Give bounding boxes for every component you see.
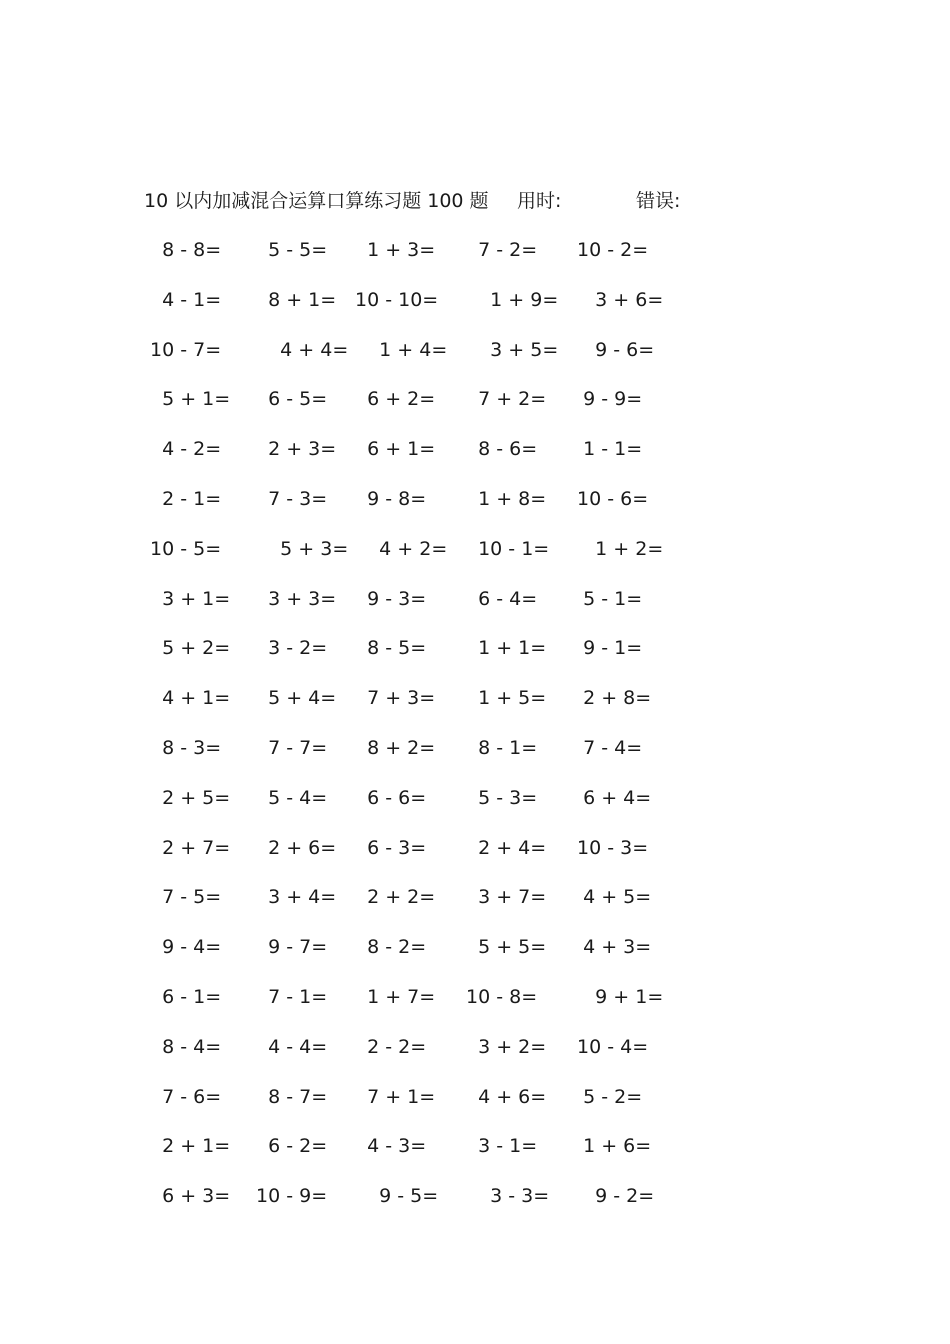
arithmetic-problem: 9 - 5= <box>355 1185 439 1208</box>
arithmetic-problem: 1 + 2= <box>571 537 664 560</box>
arithmetic-problem: 1 + 5= <box>466 687 547 710</box>
arithmetic-problem: 7 - 5= <box>150 886 222 909</box>
problem-row <box>0 583 950 633</box>
arithmetic-problem: 3 - 2= <box>256 637 328 660</box>
problem-row <box>0 732 950 782</box>
arithmetic-problem: 5 + 2= <box>150 637 231 660</box>
arithmetic-problem: 7 - 3= <box>256 487 328 510</box>
arithmetic-problem: 7 - 1= <box>256 985 328 1008</box>
arithmetic-problem: 9 - 8= <box>355 487 427 510</box>
arithmetic-problem: 6 - 1= <box>150 985 222 1008</box>
arithmetic-problem: 3 + 3= <box>256 587 337 610</box>
arithmetic-problem: 8 - 4= <box>150 1035 222 1058</box>
arithmetic-problem: 8 - 2= <box>355 936 427 959</box>
arithmetic-problem: 7 + 3= <box>355 687 436 710</box>
arithmetic-problem: 7 + 2= <box>466 388 547 411</box>
problem-row <box>0 931 950 981</box>
arithmetic-problem: 9 - 1= <box>571 637 643 660</box>
arithmetic-problem: 9 + 1= <box>571 985 664 1008</box>
arithmetic-problem: 1 + 3= <box>355 239 436 261</box>
arithmetic-problem: 6 - 2= <box>256 1135 328 1158</box>
arithmetic-problem: 4 - 2= <box>150 438 222 461</box>
arithmetic-problem: 6 - 3= <box>355 836 427 859</box>
arithmetic-problem: 8 - 3= <box>150 736 222 759</box>
arithmetic-problem: 10 - 1= <box>466 537 550 560</box>
arithmetic-problem: 9 - 6= <box>571 338 655 361</box>
arithmetic-problem: 6 - 4= <box>466 587 538 610</box>
problem-row <box>0 284 950 334</box>
arithmetic-problem: 9 - 9= <box>571 388 643 411</box>
problem-row <box>0 782 950 832</box>
worksheet-title: 10 以内加减混合运算口算练习题 100 题 <box>144 190 489 212</box>
arithmetic-problem: 2 + 5= <box>150 786 231 809</box>
arithmetic-problem: 4 + 2= <box>355 537 448 560</box>
arithmetic-problem: 3 + 7= <box>466 886 547 909</box>
arithmetic-problem: 7 - 4= <box>571 736 643 759</box>
arithmetic-problem: 2 + 4= <box>466 836 547 859</box>
arithmetic-problem: 5 + 5= <box>466 936 547 959</box>
arithmetic-problem: 5 + 3= <box>256 537 349 560</box>
arithmetic-problem: 8 - 5= <box>355 637 427 660</box>
arithmetic-problem: 8 - 7= <box>256 1085 328 1108</box>
problem-row <box>0 682 950 732</box>
arithmetic-problem: 6 - 5= <box>256 388 328 411</box>
arithmetic-problem: 8 - 8= <box>150 239 222 261</box>
arithmetic-problem: 2 + 2= <box>355 886 436 909</box>
arithmetic-problem: 2 + 3= <box>256 438 337 461</box>
arithmetic-problem: 8 - 6= <box>466 438 538 461</box>
problem-row <box>0 483 950 533</box>
problem-row <box>0 632 950 682</box>
problem-row <box>0 1180 950 1230</box>
time-taken-label: 用时: <box>517 190 562 212</box>
arithmetic-problem: 5 - 1= <box>571 587 643 610</box>
arithmetic-problem: 9 - 4= <box>150 936 222 959</box>
arithmetic-problem: 8 + 2= <box>355 736 436 759</box>
arithmetic-problem: 1 + 4= <box>355 338 448 361</box>
problem-row <box>0 1081 950 1131</box>
arithmetic-problem: 1 + 9= <box>466 288 559 311</box>
arithmetic-problem: 10 - 5= <box>150 537 222 560</box>
arithmetic-problem: 9 - 7= <box>256 936 328 959</box>
arithmetic-problem: 3 - 3= <box>466 1185 550 1208</box>
arithmetic-problem: 1 + 8= <box>466 487 547 510</box>
arithmetic-problem: 9 - 3= <box>355 587 427 610</box>
arithmetic-problem: 1 - 1= <box>571 438 643 461</box>
problem-row <box>0 533 950 583</box>
arithmetic-problem: 4 + 4= <box>256 338 349 361</box>
arithmetic-problem: 3 + 4= <box>256 886 337 909</box>
arithmetic-problem: 3 + 6= <box>571 288 664 311</box>
problem-row <box>0 881 950 931</box>
arithmetic-problem: 5 - 5= <box>256 239 328 261</box>
arithmetic-problem: 5 + 1= <box>150 388 231 411</box>
problem-row <box>0 234 950 284</box>
arithmetic-problem: 4 - 1= <box>150 288 222 311</box>
arithmetic-problem: 5 + 4= <box>256 687 337 710</box>
worksheet-header <box>144 186 864 216</box>
arithmetic-problem: 1 + 7= <box>355 985 436 1008</box>
problem-row <box>0 433 950 483</box>
arithmetic-problem: 10 - 2= <box>571 239 649 261</box>
arithmetic-problem: 7 - 7= <box>256 736 328 759</box>
arithmetic-problem: 2 - 1= <box>150 487 222 510</box>
arithmetic-problem: 4 + 6= <box>466 1085 547 1108</box>
arithmetic-problem: 5 - 2= <box>571 1085 643 1108</box>
problem-row <box>0 981 950 1031</box>
arithmetic-problem: 9 - 2= <box>571 1185 655 1208</box>
arithmetic-problem: 10 - 9= <box>256 1185 328 1208</box>
arithmetic-problem: 1 + 6= <box>571 1135 652 1158</box>
arithmetic-problem: 4 + 3= <box>571 936 652 959</box>
problem-row <box>0 383 950 433</box>
arithmetic-problem: 10 - 10= <box>355 288 439 311</box>
arithmetic-problem: 10 - 7= <box>150 338 222 361</box>
arithmetic-problem: 7 - 2= <box>466 239 538 261</box>
arithmetic-problem: 6 + 2= <box>355 388 436 411</box>
arithmetic-problem: 7 + 1= <box>355 1085 436 1108</box>
arithmetic-problem: 8 - 1= <box>466 736 538 759</box>
problem-grid <box>0 234 950 1230</box>
arithmetic-problem: 2 + 6= <box>256 836 337 859</box>
problem-row <box>0 1130 950 1180</box>
arithmetic-problem: 10 - 8= <box>466 985 538 1008</box>
arithmetic-problem: 3 + 1= <box>150 587 231 610</box>
arithmetic-problem: 2 + 7= <box>150 836 231 859</box>
arithmetic-problem: 1 + 1= <box>466 637 547 660</box>
arithmetic-problem: 2 - 2= <box>355 1035 427 1058</box>
arithmetic-problem: 6 - 6= <box>355 786 427 809</box>
problem-row <box>0 832 950 882</box>
problem-row <box>0 334 950 384</box>
arithmetic-problem: 6 + 3= <box>150 1185 231 1208</box>
arithmetic-problem: 10 - 3= <box>571 836 649 859</box>
arithmetic-problem: 10 - 4= <box>571 1035 649 1058</box>
arithmetic-problem: 7 - 6= <box>150 1085 222 1108</box>
arithmetic-problem: 2 + 8= <box>571 687 652 710</box>
arithmetic-problem: 10 - 6= <box>571 487 649 510</box>
arithmetic-problem: 3 + 2= <box>466 1035 547 1058</box>
arithmetic-problem: 3 - 1= <box>466 1135 538 1158</box>
arithmetic-problem: 4 - 3= <box>355 1135 427 1158</box>
arithmetic-problem: 6 + 1= <box>355 438 436 461</box>
arithmetic-problem: 8 + 1= <box>256 288 337 311</box>
arithmetic-problem: 4 + 1= <box>150 687 231 710</box>
arithmetic-problem: 4 - 4= <box>256 1035 328 1058</box>
arithmetic-problem: 6 + 4= <box>571 786 652 809</box>
arithmetic-problem: 3 + 5= <box>466 338 559 361</box>
arithmetic-problem: 5 - 3= <box>466 786 538 809</box>
arithmetic-problem: 5 - 4= <box>256 786 328 809</box>
problem-row <box>0 1031 950 1081</box>
arithmetic-problem: 4 + 5= <box>571 886 652 909</box>
error-count-label: 错误: <box>636 190 681 212</box>
arithmetic-problem: 2 + 1= <box>150 1135 231 1158</box>
